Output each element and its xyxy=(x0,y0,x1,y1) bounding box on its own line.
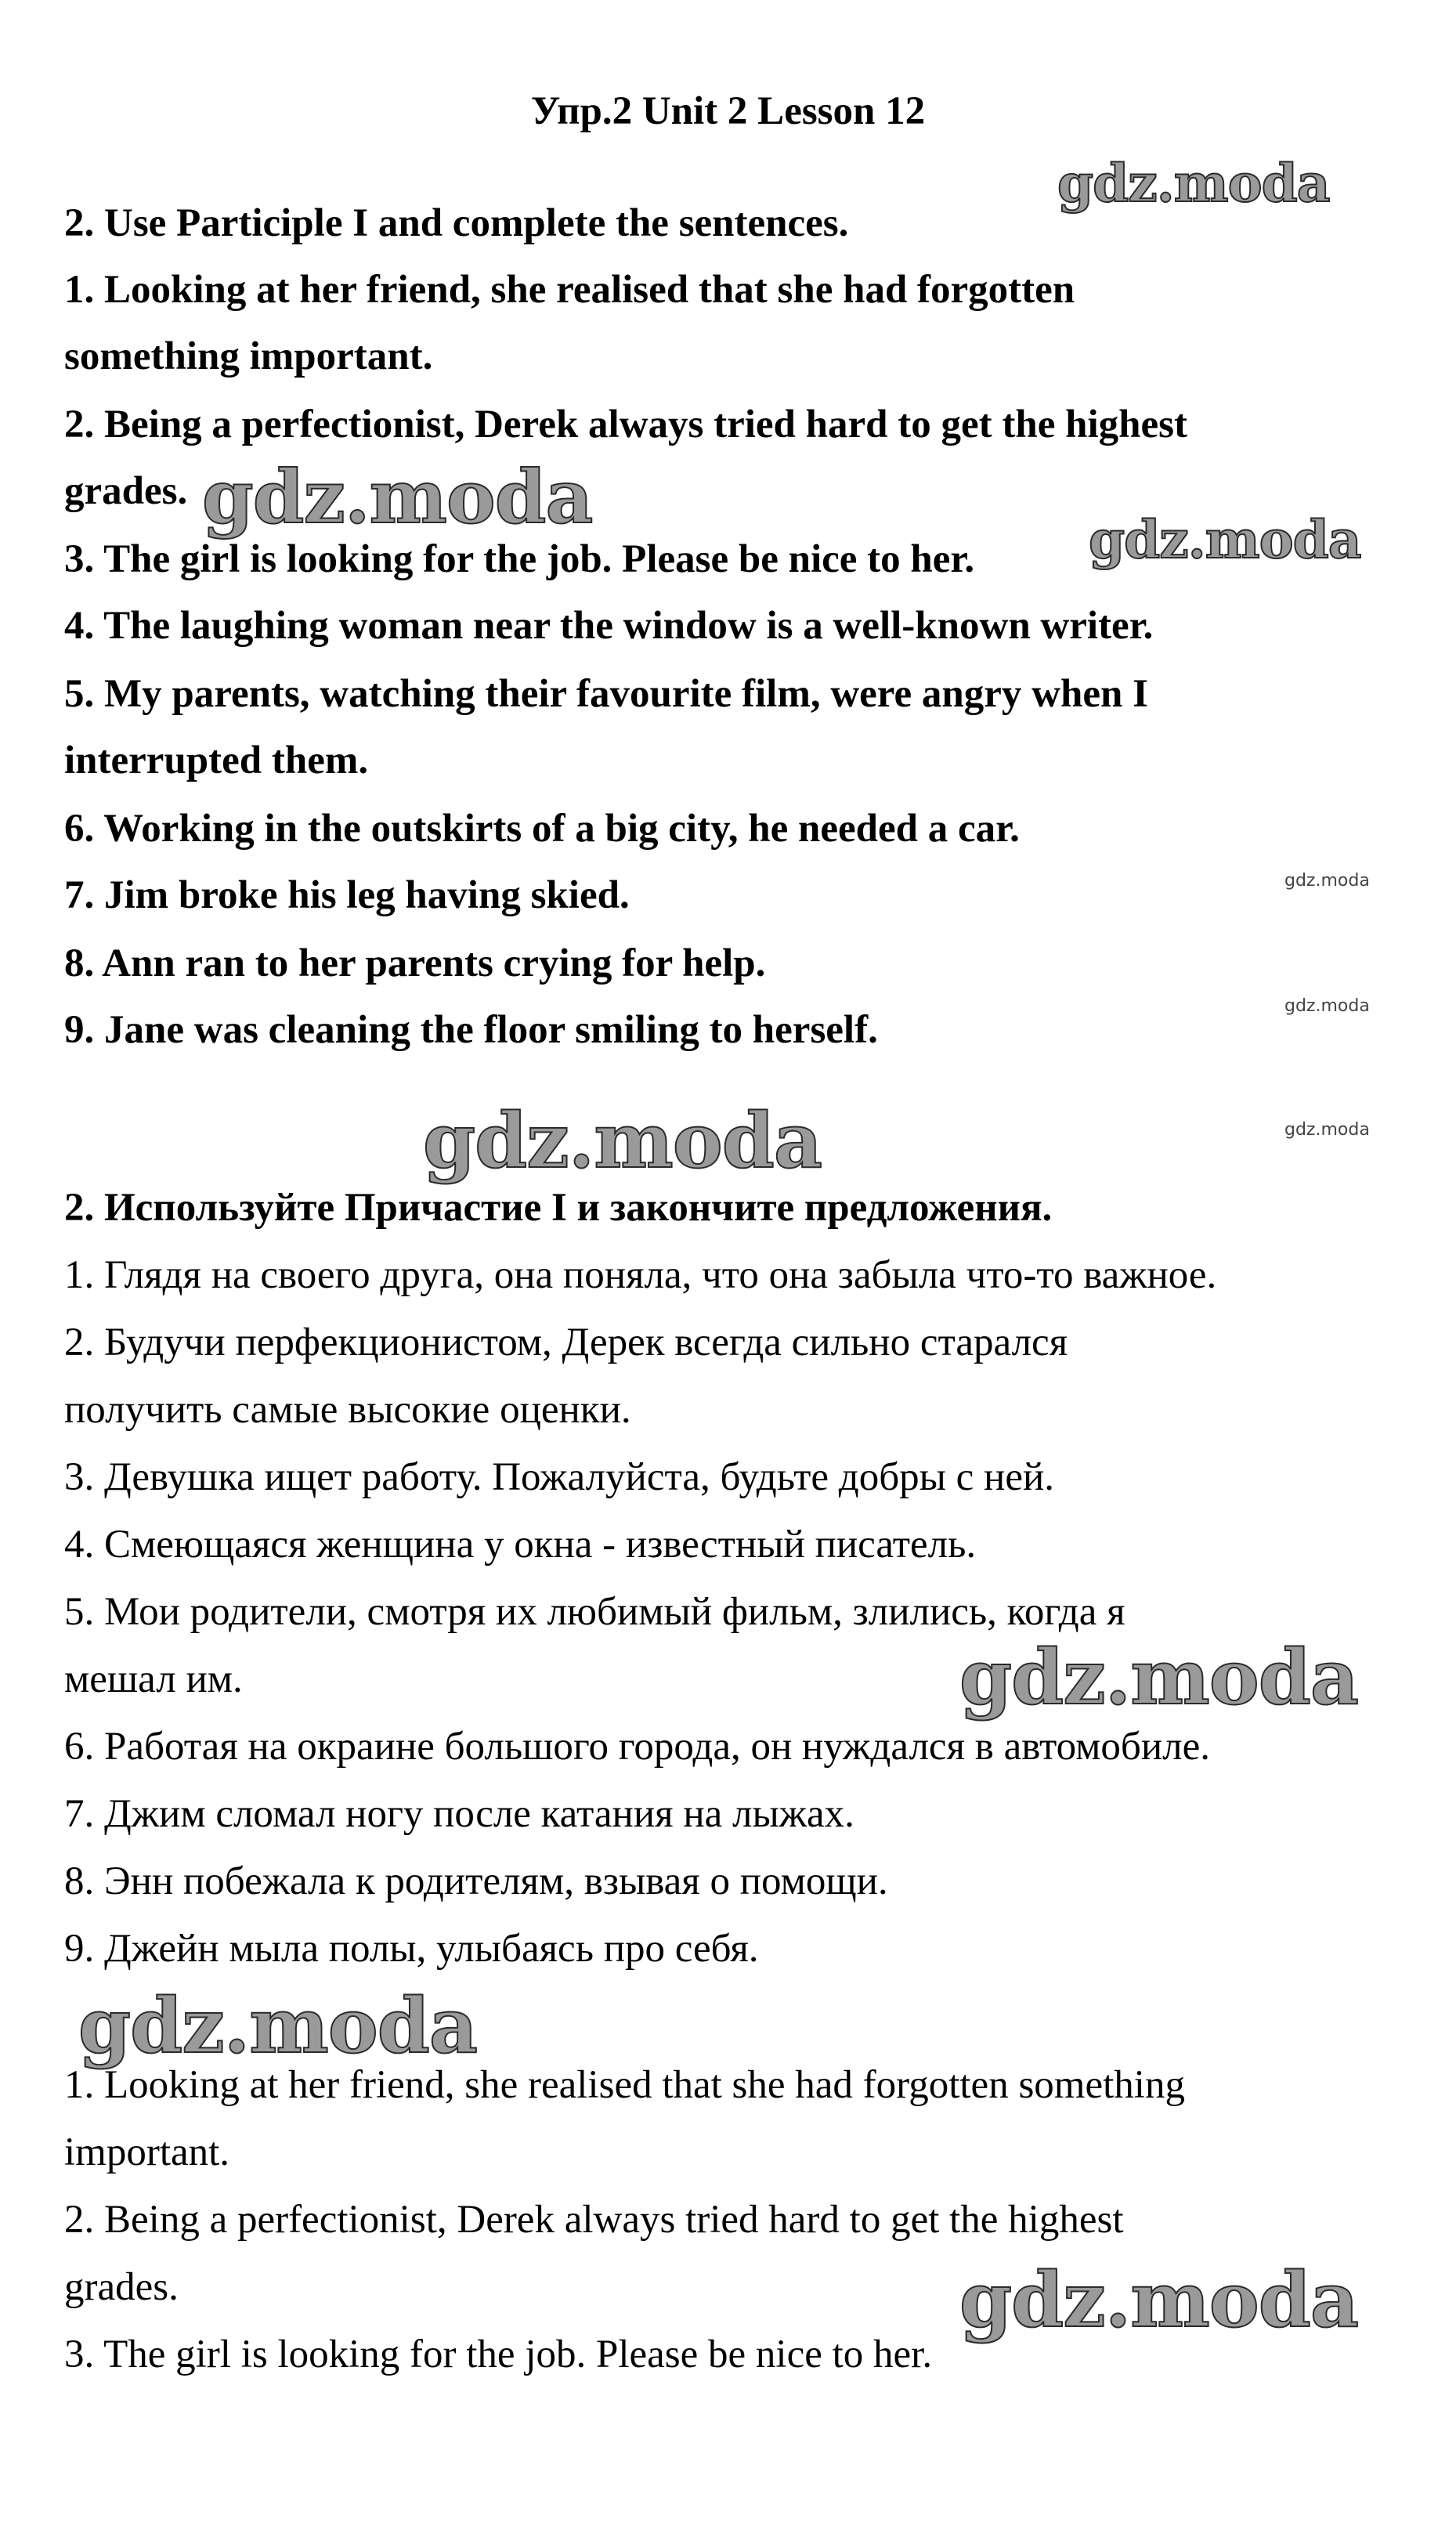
watermark: gdz.moda xyxy=(959,2256,1359,2344)
russian-task-line: 2. Будучи перфекционистом, Дерек всегда сильно старался xyxy=(64,1321,1068,1364)
watermark: gdz.moda xyxy=(423,1097,822,1185)
watermark: gdz.moda xyxy=(202,454,593,540)
page-title: Упр.2 Unit 2 Lesson 12 xyxy=(530,89,926,133)
russian-task-line: 6. Работая на окраине большого города, он нуждался в автомобиле. xyxy=(64,1725,1211,1769)
english-answer-line: 1. Looking at her friend, she realised that she had forgotten something xyxy=(64,2063,1185,2107)
english-task-line: grades. xyxy=(64,469,188,513)
english-answer-line: important. xyxy=(64,2130,230,2174)
russian-task-line: 4. Смеющаяся женщина у окна - известный писатель. xyxy=(64,1523,977,1567)
english-answer-line: 2. Being a perfectionist, Derek always tried hard to get the highest xyxy=(64,2198,1124,2242)
russian-task-line: 8. Энн побежала к родителям, взывая о помощи. xyxy=(64,1859,888,1903)
english-answer-line: 3. The girl is looking for the job. Please be nice to her. xyxy=(64,2333,933,2376)
english-task-line: 9. Jane was cleaning the floor smiling to herself. xyxy=(64,1008,878,1052)
english-task-line: 3. The girl is looking for the job. Please be nice to her. xyxy=(64,537,975,581)
russian-task-line: 9. Джейн мыла полы, улыбаясь про себя. xyxy=(64,1927,759,1971)
english-task-line: 2. Being a perfectionist, Derek always tried hard to get the highest xyxy=(64,403,1187,446)
watermark: gdz.moda xyxy=(1089,509,1361,570)
english-answer-line: grades. xyxy=(64,2265,179,2309)
english-task-line: 8. Ann ran to her parents crying for help. xyxy=(64,941,766,985)
english-task-line: something important. xyxy=(64,334,433,378)
english-task-heading: 2. Use Participle I and complete the sentences. xyxy=(64,201,849,245)
english-task-line: 5. My parents, watching their favourite film, were angry when I xyxy=(64,672,1148,716)
english-task-line: interrupted them. xyxy=(64,739,369,782)
russian-task-line: 7. Джим сломал ногу после катания на лыжах. xyxy=(64,1792,854,1836)
english-task-line: 7. Jim broke his leg having skied. xyxy=(64,873,630,917)
russian-task-line: 1. Глядя на своего друга, она поняла, что она забыла что-то важное. xyxy=(64,1253,1217,1297)
russian-task-line: 5. Мои родители, смотря их любимый фильм, злились, когда я xyxy=(64,1590,1125,1634)
russian-task-line: получить самые высокие оценки. xyxy=(64,1388,631,1432)
english-task-line: 4. The laughing woman near the window is a well-known writer. xyxy=(64,604,1154,648)
watermark: gdz.moda xyxy=(1284,1120,1370,1140)
watermark: gdz.moda xyxy=(1284,996,1370,1016)
russian-task-line: 3. Девушка ищет работу. Пожалуйста, будьте добры с ней. xyxy=(64,1455,1055,1499)
english-task-line: 6. Working in the outskirts of a big city, he needed a car. xyxy=(64,807,1020,851)
russian-task-line: мешал им. xyxy=(64,1657,243,1701)
russian-task-heading: 2. Используйте Причастие I и закончите предложения. xyxy=(64,1186,1053,1230)
watermark: gdz.moda xyxy=(1284,871,1370,891)
watermark: gdz.moda xyxy=(959,1633,1359,1722)
watermark: gdz.moda xyxy=(1057,153,1330,214)
english-task-line: 1. Looking at her friend, she realised that she had forgotten xyxy=(64,268,1075,312)
watermark: gdz.moda xyxy=(78,1982,478,2070)
